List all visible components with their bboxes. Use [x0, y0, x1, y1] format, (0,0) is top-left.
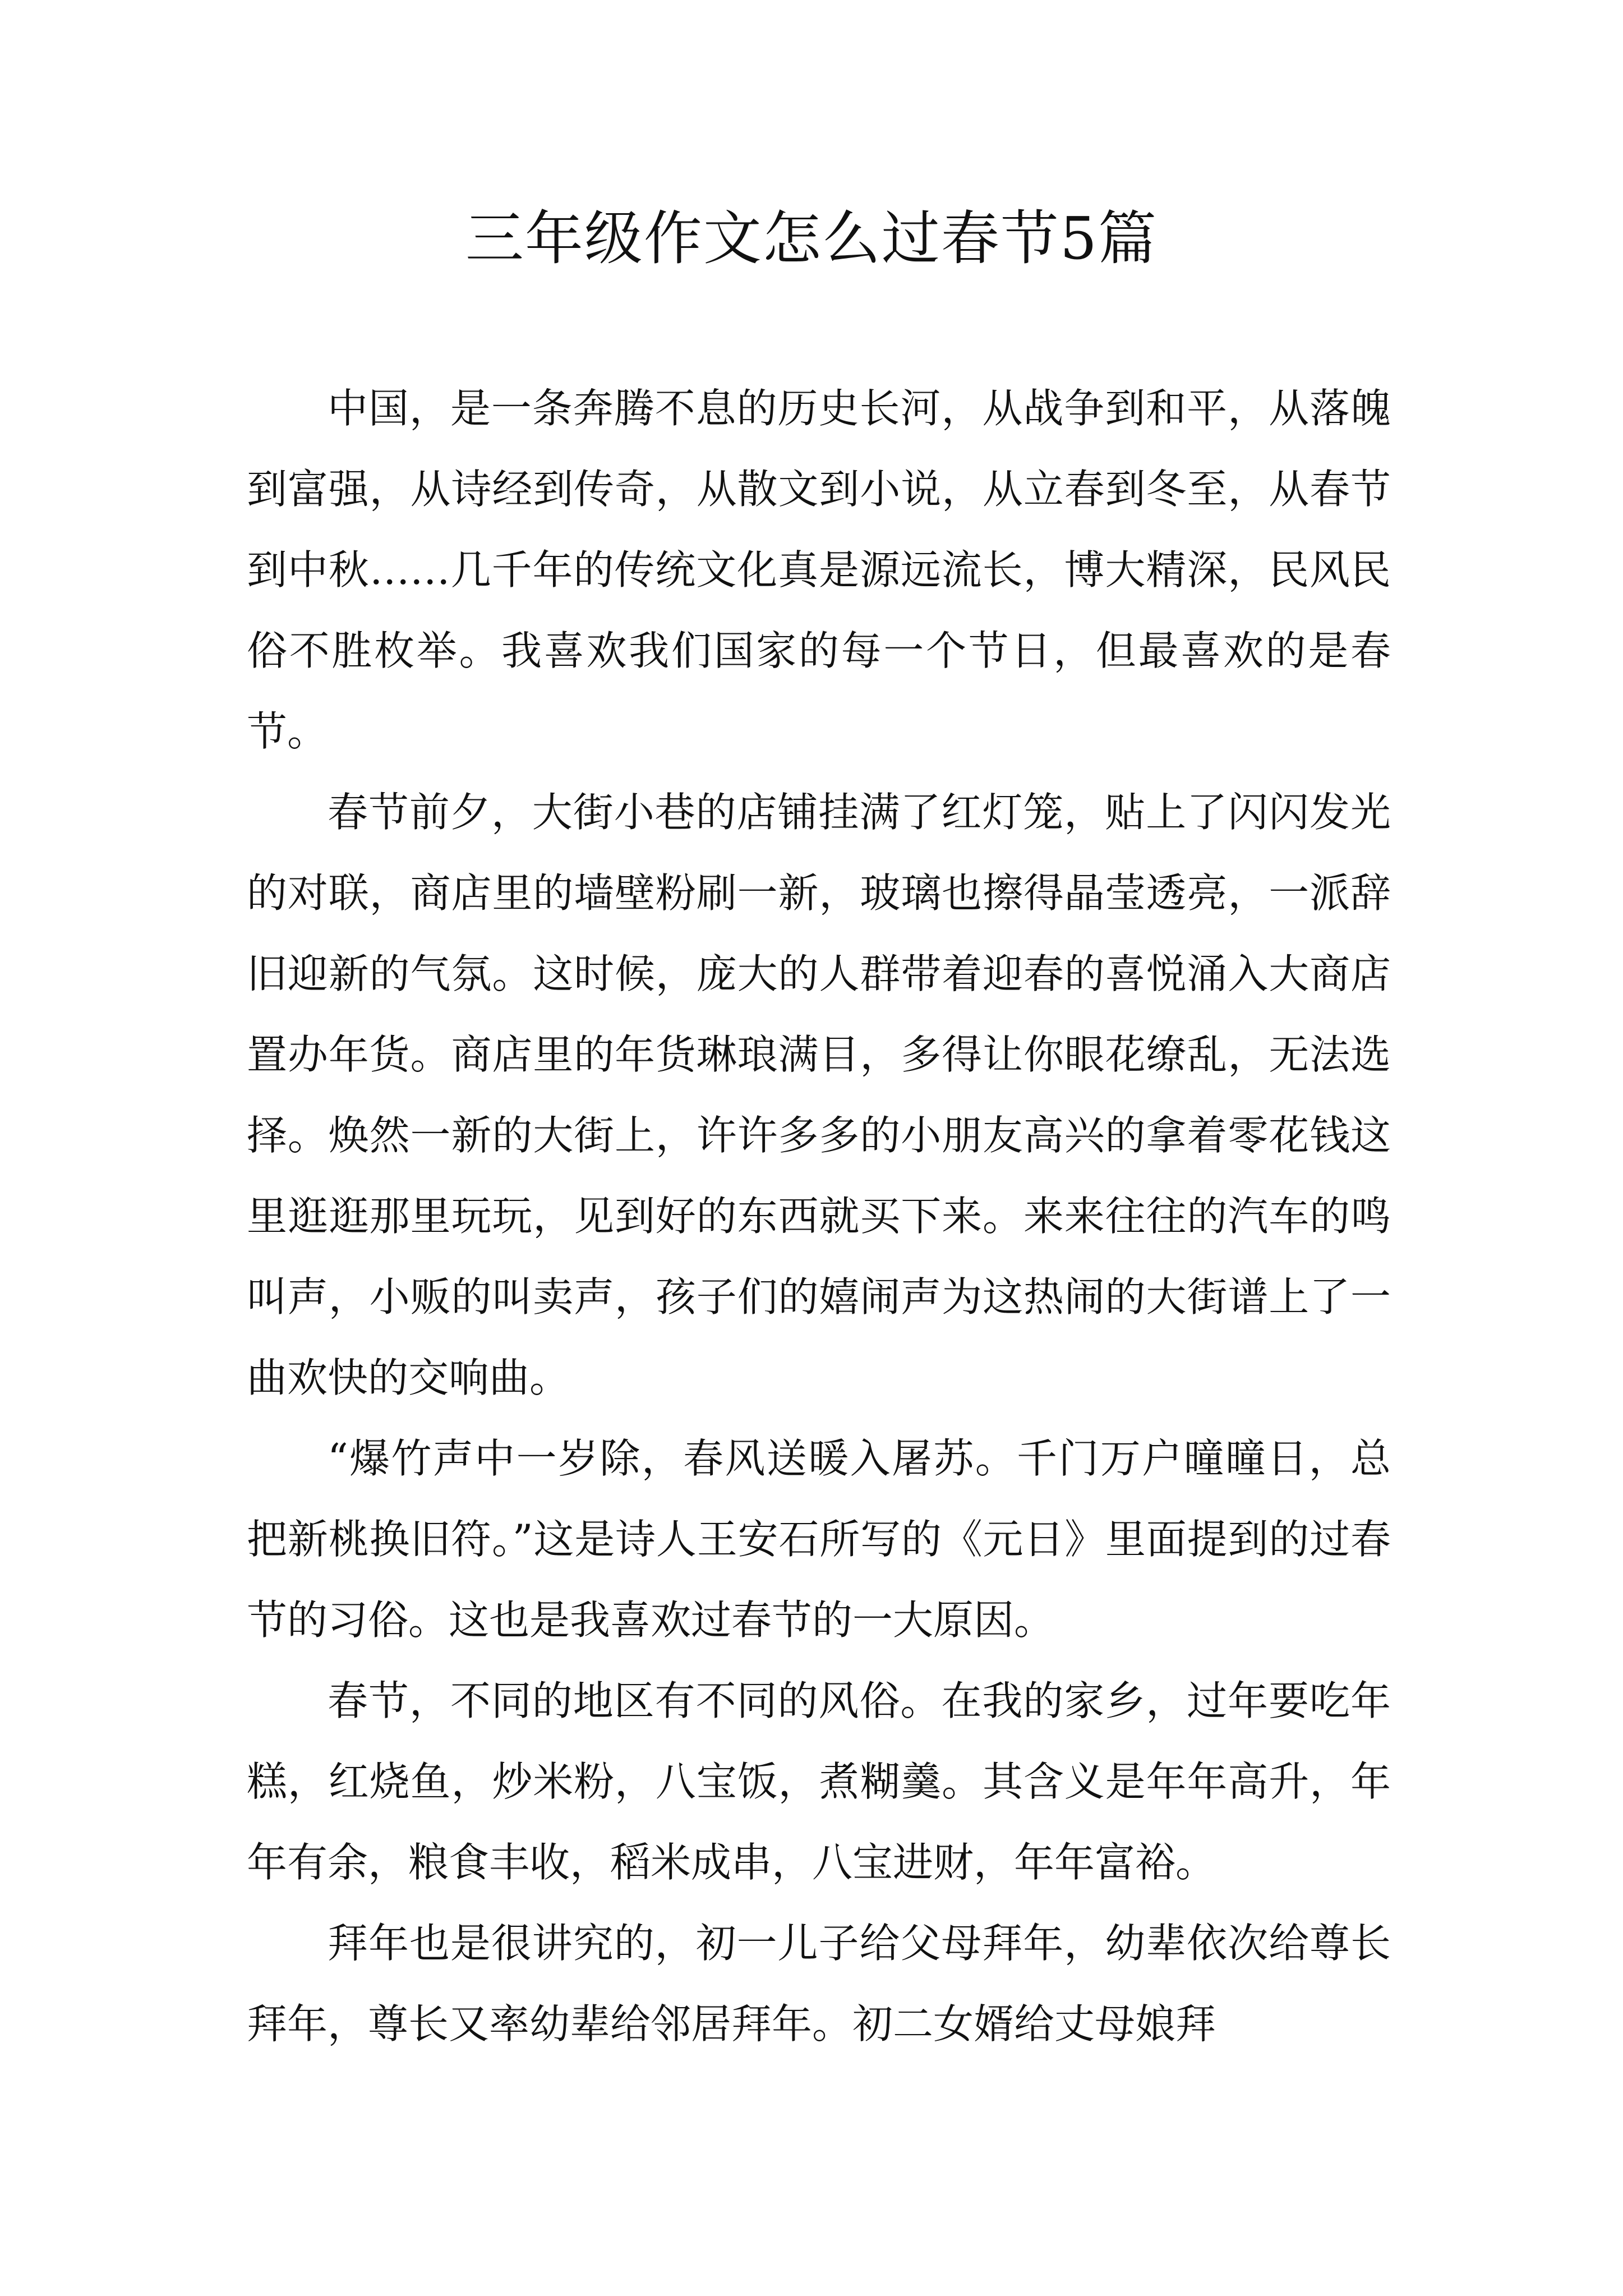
paragraph-3: “爆竹声中一岁除，春风送暖入屠苏。千门万户曈曈日，总把新桃换旧符。”这是诗人王安石所写的《元日》里面提到的过春节的习俗。这也是我喜欢过春节的一大原因。 [247, 1435, 1391, 1644]
document-title: 三年级作文怎么过春节5篇 [465, 204, 1158, 273]
paragraph-2: 春节前夕，大街小巷的店铺挂满了红灯笼，贴上了闪闪发光的对联，商店里的墙壁粉刷一新，玻璃也擦得晶莹透亮，一派辞旧迎新的气氛。这时候，庞大的人群带着迎春的喜悦涌入大商店置办年货。商店里的年货琳琅满目，多得让你眼花缭乱，无法选择。焕然一新的大街上，许许多多的小朋友高兴的拿着零花钱这里逛逛那里玩玩，见到好的东西就买下来。来来往往的汽车的鸣叫声，小贩的叫卖声，孩子们的嬉闹声为这热闹的大街谱上了一曲欢快的交响曲。 [247, 789, 1391, 1401]
paragraph-4: 春节，不同的地区有不同的风俗。在我的家乡，过年要吃年糕，红烧鱼，炒米粉，八宝饭，煮糊羹。其含义是年年高升，年年有余，粮食丰收，稻米成串，八宝进财，年年富裕。 [247, 1677, 1391, 1886]
paragraph-1: 中国，是一条奔腾不息的历史长河，从战争到和平，从落魄到富强，从诗经到传奇，从散文到小说，从立春到冬至，从春节到中秋……几千年的传统文化真是源远流长，博大精深，民风民俗不胜枚举。我喜欢我们国家的每一个节日，但最喜欢的是春节。 [247, 385, 1391, 755]
document-body [247, 368, 1391, 2064]
paragraph-5: 拜年也是很讲究的，初一儿子给父母拜年，幼辈依次给尊长拜年，尊长又率幼辈给邻居拜年。初二女婿给丈母娘拜 [247, 1920, 1391, 2047]
